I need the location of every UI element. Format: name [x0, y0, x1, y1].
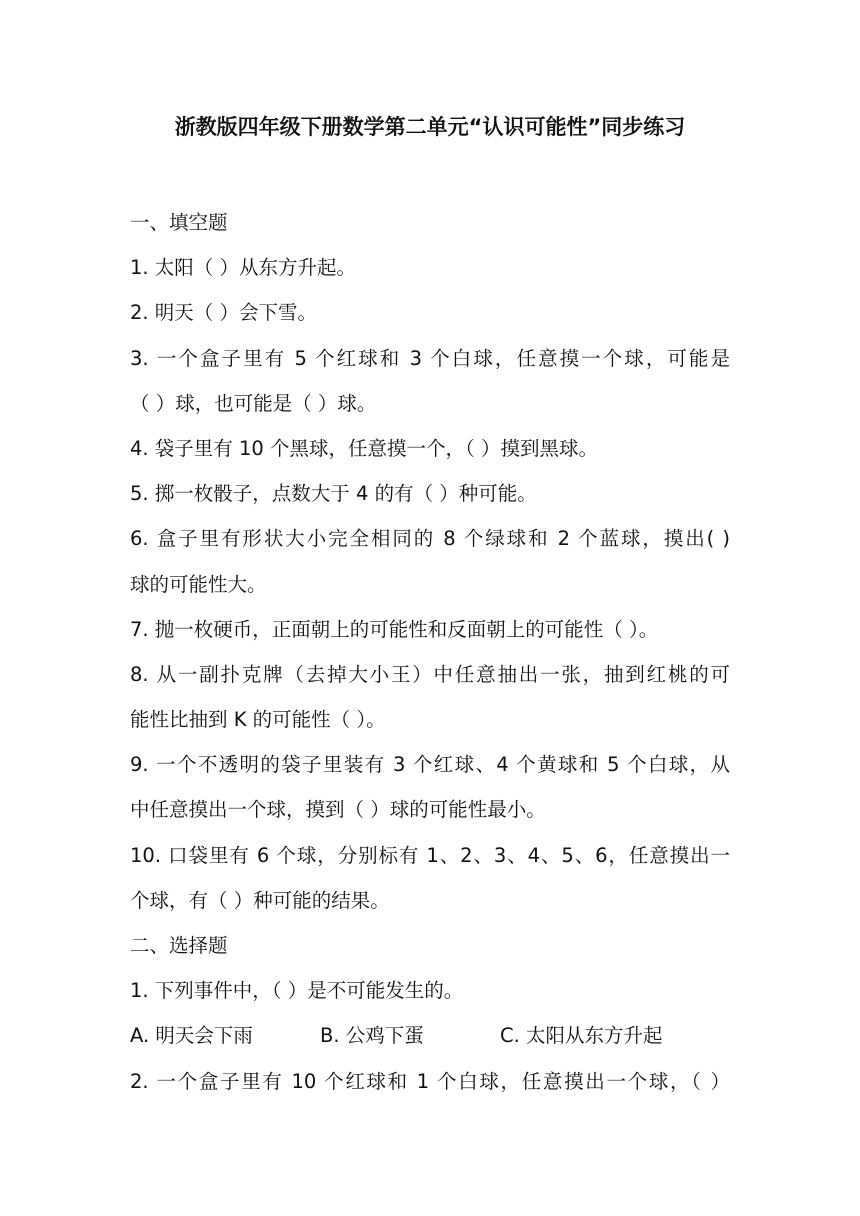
- question-line: （ ）球，也可能是（ ）球。: [130, 391, 377, 415]
- choice-option-b: B. 公鸡下蛋: [320, 1024, 424, 1048]
- question-line: 4. 袋子里有 10 个黑球，任意摸一个，（ ）摸到黑球。: [130, 436, 598, 460]
- question-line: 个球，有（ ）种可能的结果。: [130, 888, 390, 912]
- question-line: 7. 抛一枚硬币，正面朝上的可能性和反面朝上的可能性（ ）。: [130, 617, 659, 641]
- question-line: 8. 从一副扑克牌（去掉大小王）中任意抽出一张，抽到红桃的可: [130, 662, 730, 686]
- question-line: 1. 太阳（ ）从东方升起。: [130, 256, 357, 280]
- question-line: 9. 一个不透明的袋子里装有 3 个红球、4 个黄球和 5 个白球，从: [130, 753, 730, 777]
- question-line: 能性比抽到 K 的可能性（ ）。: [130, 708, 386, 732]
- question-line: 10. 口袋里有 6 个球，分别标有 1、2、3、4、5、6，任意摸出一: [130, 843, 730, 867]
- choice-question-2: 2. 一个盒子里有 10 个红球和 1 个白球，任意摸出一个球，（ ）: [130, 1069, 730, 1093]
- document-content: [130, 200, 730, 1104]
- question-line: 2. 明天（ ）会下雪。: [130, 301, 318, 325]
- question-line: 球的可能性大。: [130, 572, 267, 596]
- question-line: 中任意摸出一个球，摸到（ ）球的可能性最小。: [130, 798, 546, 822]
- choice-question-1: 1. 下列事件中，（ ）是不可能发生的。: [130, 979, 464, 1003]
- choice-option-a: A. 明天会下雨: [130, 1024, 253, 1048]
- section-heading-multiple-choice: 二、选择题: [130, 934, 228, 957]
- section-heading-fill-blank: 一、填空题: [130, 211, 228, 234]
- choice-options-row: [130, 1013, 730, 1058]
- choice-option-c: C. 太阳从东方升起: [500, 1024, 663, 1048]
- question-line: 3. 一个盒子里有 5 个红球和 3 个白球，任意摸一个球，可能是: [130, 346, 730, 370]
- document-title: 浙教版四年级下册数学第二单元“认识可能性”同步练习: [174, 115, 686, 139]
- question-line: 6. 盒子里有形状大小完全相同的 8 个绿球和 2 个蓝球，摸出( ): [130, 527, 730, 551]
- question-line: 5. 掷一枚骰子，点数大于 4 的有（ ）种可能。: [130, 482, 537, 506]
